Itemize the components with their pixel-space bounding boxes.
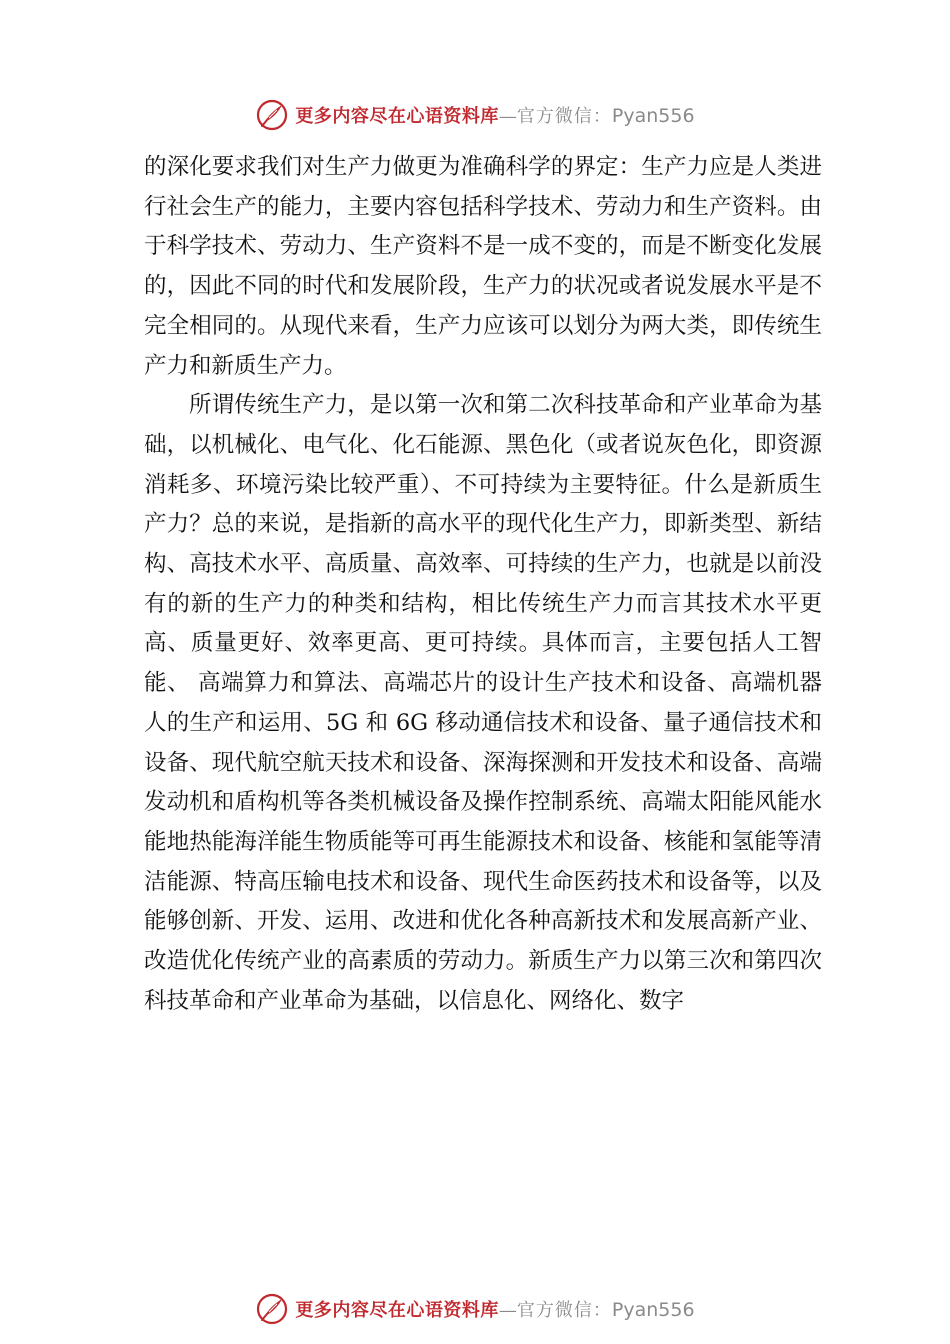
- document-body: [144, 148, 822, 1021]
- footer-brand-text: 更多内容尽在心语资料库: [295, 1300, 499, 1321]
- quill-pen-logo-icon: [255, 1292, 289, 1326]
- footer-banner-inner: [255, 1292, 694, 1326]
- footer-separator: —: [498, 1300, 517, 1321]
- header-separator: —: [498, 106, 517, 127]
- header-wechat-label: 官方微信：: [516, 106, 612, 127]
- footer-banner-text: [295, 1296, 694, 1322]
- paragraph-2: 所谓传统生产力，是以第一次和第二次科技革命和产业革命为基础，以机械化、电气化、化石能源、黑色化（或者说灰色化，即资源消耗多、环境污染比较严重）、不可持续为主要特征。什么是新质生产力？总的来说，是指新的高水平的现代化生产力，即新类型、新结构、高技术水平、高质量、高效率、可持续的生产力，也就是以前没有的新的生产力的种类和结构，相比传统生产力而言其技术水平更高、质量更好、效率更高、更可持续。具体而言，主要包括人工智能、 高端算力和算法、高端芯片的设计生产技术和设备、高端机器人的生产和运用、5G 和 6G 移动通信技术和设备、量子通信技术和设备、现代航空航天技术和设备、深海探测和开发技术和设备、高端发动机和盾构机等各类机械设备及操作控制系统、高端太阳能风能水能地热能海洋能生物质能等可再生能源技术和设备、核能和氢能等清洁能源、特高压输电技术和设备、现代生命医药技术和设备等，以及能够创新、开发、运用、改进和优化各种高新技术和发展高新产业、改造优化传统产业的高素质的劳动力。新质生产力以第三次和第四次科技革命和产业革命为基础，以信息化、网络化、数字: [144, 392, 822, 1014]
- header-banner-inner: [255, 98, 694, 132]
- header-wechat-id: Pyan556: [611, 105, 695, 127]
- header-brand-text: 更多内容尽在心语资料库: [295, 106, 499, 127]
- header-banner: [0, 95, 950, 135]
- footer-wechat-label: 官方微信：: [516, 1300, 612, 1321]
- paragraph-1: 的深化要求我们对生产力做更为准确科学的界定：生产力应是人类进行社会生产的能力，主要内容包括科学技术、劳动力和生产资料。由于科学技术、劳动力、生产资料不是一成不变的，而是不断变化发展的，因此不同的时代和发展阶段，生产力的状况或者说发展水平是不完全相同的。从现代来看，生产力应该可以划分为两大类，即传统生产力和新质生产力。: [144, 154, 822, 379]
- footer-banner: [0, 1289, 950, 1329]
- header-banner-text: [295, 102, 694, 128]
- footer-wechat-id: Pyan556: [611, 1299, 695, 1321]
- quill-pen-logo-icon: [255, 98, 289, 132]
